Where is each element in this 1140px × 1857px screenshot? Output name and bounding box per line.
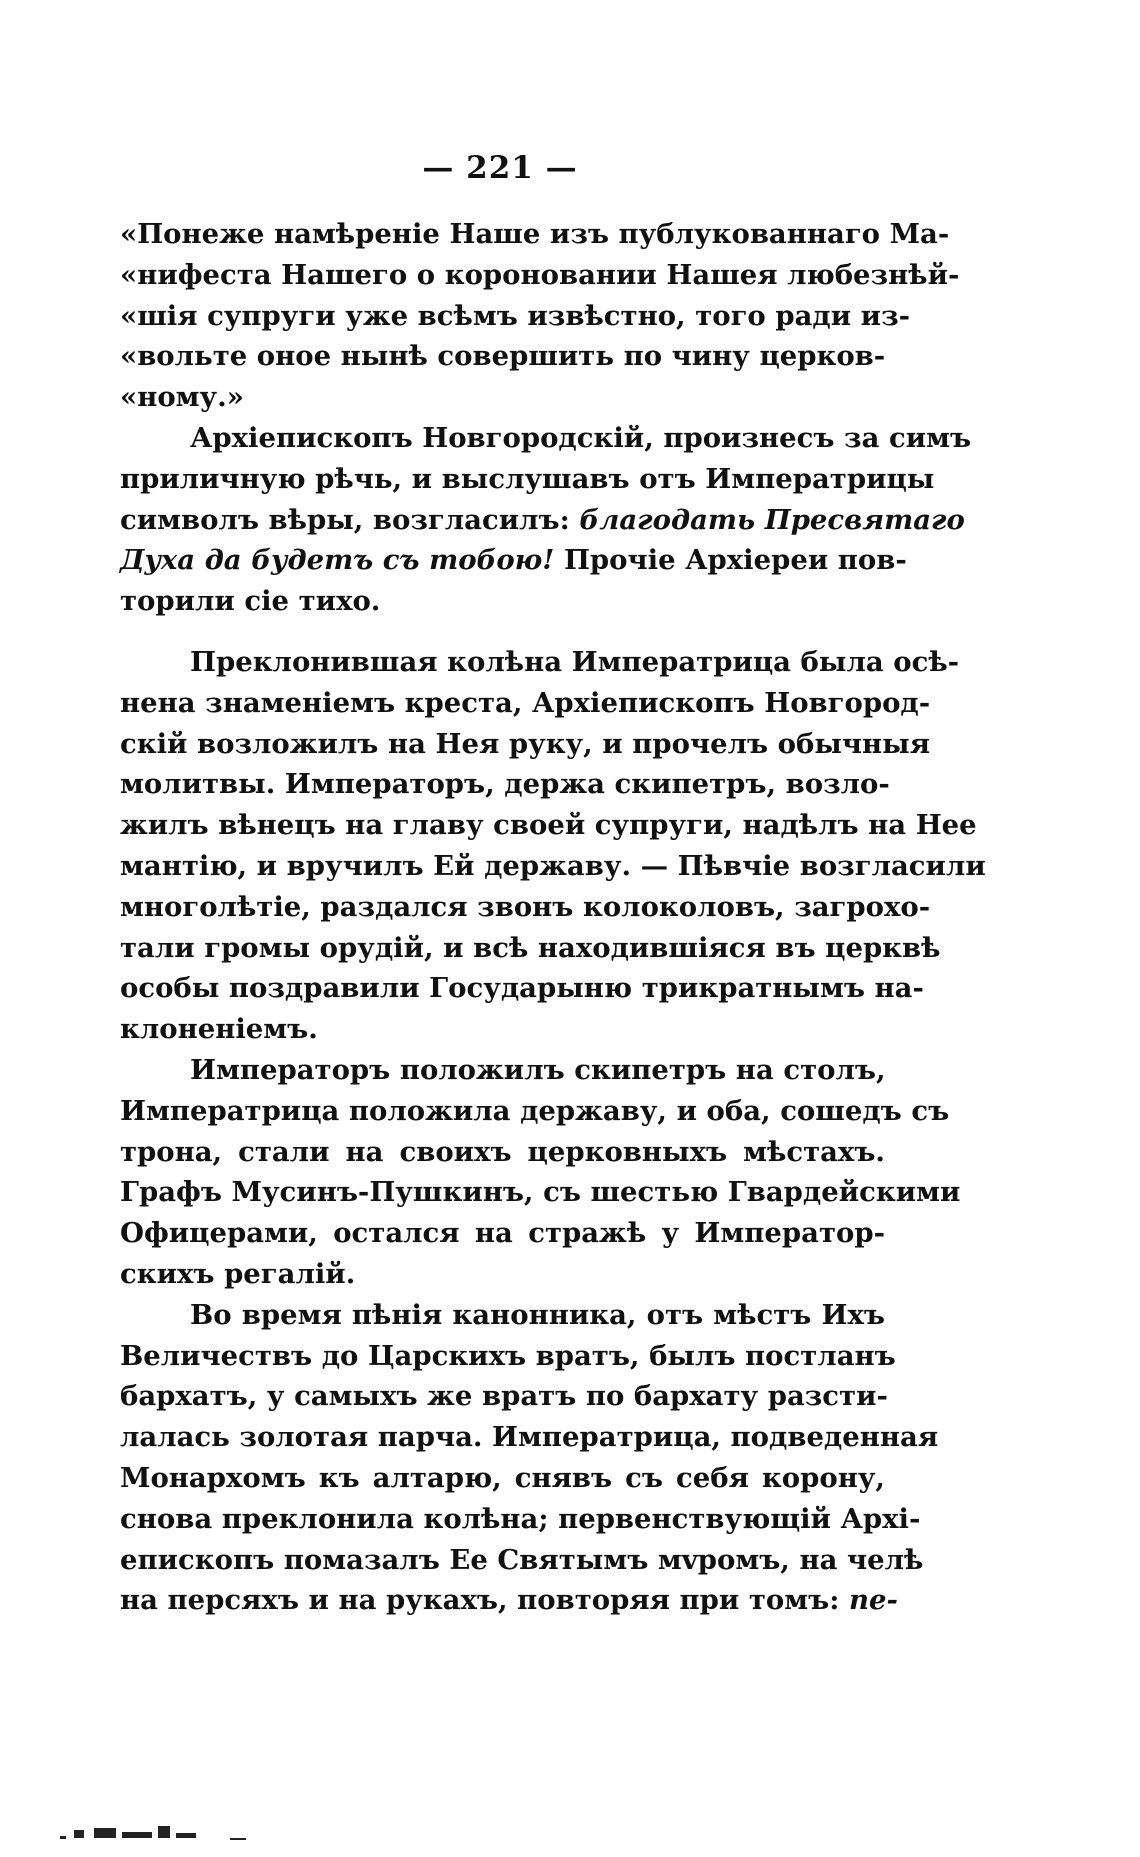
text-line: Величествъ до Царскихъ вратъ, былъ постланъ — [120, 1339, 896, 1372]
text-line: лалась золотая парча. Императрица, подведенная — [120, 1421, 939, 1454]
body-text — [120, 214, 986, 1621]
italic-phrase: пе- — [848, 1584, 898, 1617]
text-line: Офицерами, остался на стражѣ у Император- — [120, 1217, 885, 1250]
paragraph-gap — [120, 622, 885, 642]
text-line: мантію, и вручилъ Ей державу. — Пѣвчіе возгласили — [120, 849, 986, 882]
text-line: многолѣтіе, раздался звонъ колоколовъ, загрохо- — [120, 890, 931, 923]
text-line: особы поздравили Государыню трикратнымъ на- — [120, 972, 924, 1005]
text-line: нена знаменіемъ креста, Архіепископъ Новгород- — [120, 686, 931, 719]
text-line: торили сіе тихо. — [120, 585, 381, 618]
text-line: молитвы. Императоръ, держа скипетръ, возло- — [120, 768, 890, 801]
text-line: трона, стали на своихъ церковныхъ мѣстахъ. — [120, 1135, 885, 1168]
text-line: Монархомъ къ алтарю, снявъ съ себя корону, — [120, 1461, 885, 1494]
text-line: «шія супруги уже всѣмъ извѣстно, того ради из- — [120, 299, 911, 332]
text-line: «Понеже намѣреніе Наше изъ публукованнаго Ма- — [120, 218, 950, 250]
text-line: «ному.» — [120, 381, 244, 414]
text-line: на персяхъ и на рукахъ, повторяя при томъ: пе- — [120, 1584, 898, 1617]
text-line: скихъ регалій. — [120, 1257, 356, 1290]
text-line: Преклонившая колѣна Императрица была осѣ- — [190, 645, 960, 678]
text-line: Графъ Мусинъ-Пушкинъ, съ шестью Гвардейскими — [120, 1176, 961, 1209]
text-line: Духа да будетъ съ тобою! Прочіе Архіереи пов- — [120, 544, 907, 577]
print-specks — [60, 1818, 300, 1846]
text-line: приличную рѣчь, и выслушавъ отъ Императрицы — [120, 462, 935, 495]
text-line: Императрица положила державу, и оба, сошедъ съ — [120, 1094, 950, 1127]
text-line: жилъ вѣнецъ на главу своей супруги, надѣлъ на Нее — [120, 809, 977, 842]
italic-phrase: благодать Пресвятаго — [579, 503, 965, 536]
text-line: клоненіемъ. — [120, 1013, 318, 1046]
text-line: епископъ помазалъ Ее Святымъ мvромъ, на челѣ — [120, 1543, 924, 1576]
text-line: Архіепископъ Новгородскій, произнесъ за симъ — [190, 421, 972, 454]
page-number: — 221 — — [422, 150, 578, 186]
text-line: Во время пѣнія канонника, отъ мѣстъ Ихъ — [190, 1298, 885, 1331]
text-line: бархатъ, у самыхъ же вратъ по бархату разсти- — [120, 1380, 888, 1413]
italic-phrase: Духа да будетъ съ тобою! — [120, 544, 555, 577]
text-line: «вольте оное нынѣ совершить по чину церков- — [120, 340, 886, 373]
text-line: тали громы орудій, и всѣ находившіяся въ церквѣ — [120, 931, 941, 964]
text-line: скій возложилъ на Нея руку, и прочелъ обычныя — [120, 727, 931, 760]
text-line: «нифеста Нашего о короновании Нашея любезнѣй- — [120, 258, 960, 291]
text-line: символъ вѣры, возгласилъ: благодать Пресвятаго — [120, 503, 965, 536]
text-line: Императоръ положилъ скипетръ на столъ, — [190, 1053, 886, 1086]
text-line: снова преклонила колѣна; первенствующій Архі- — [120, 1502, 921, 1535]
